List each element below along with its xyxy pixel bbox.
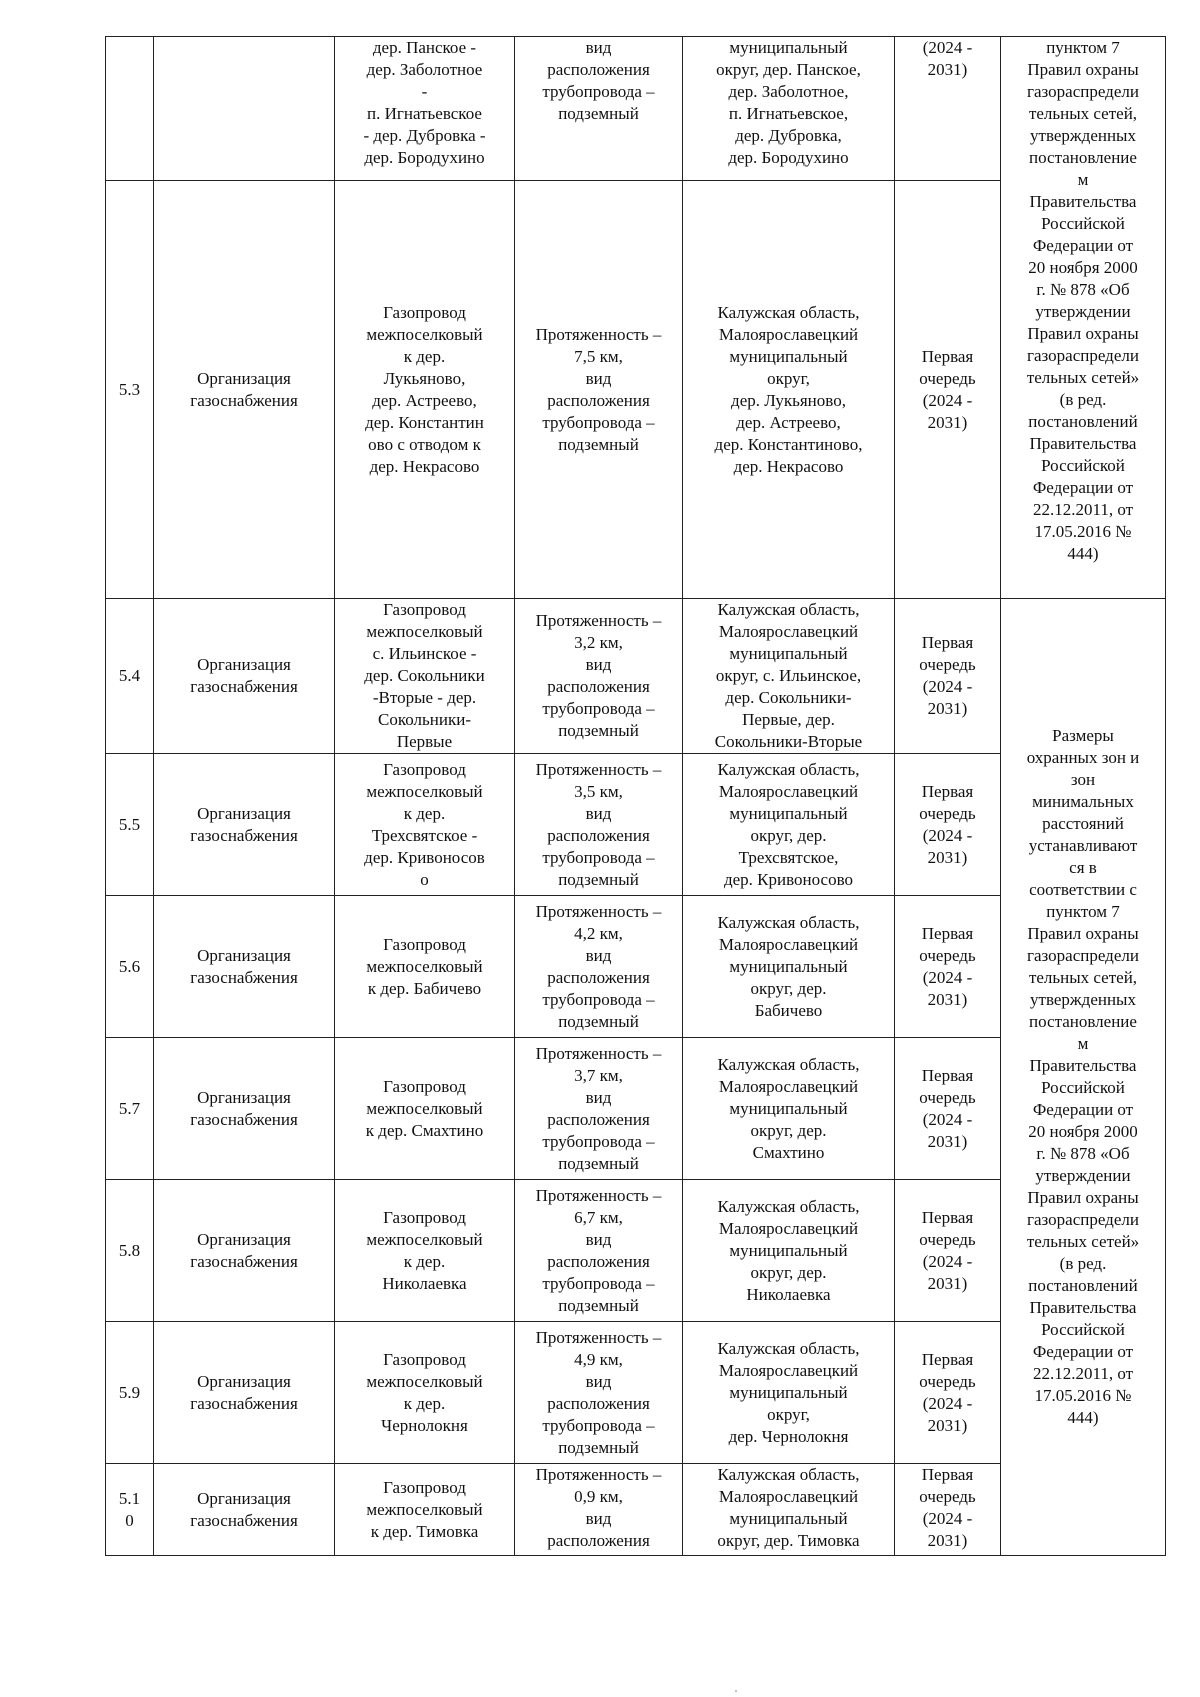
row-number-cell: 5.3 <box>106 181 154 599</box>
purpose-cell: Организация газоснабжения <box>154 896 335 1038</box>
row-number-cell: 5.4 <box>106 599 154 754</box>
object-name-cell: дер. Панское - дер. Заболотное - п. Игнатьевское - дер. Дубровка - дер. Бородухино <box>335 37 515 181</box>
parameters-cell: Протяженность – 4,9 км, вид расположения трубопровода – подземный <box>515 1322 683 1464</box>
location-cell: Калужская область, Малоярославецкий муниципальный округ, дер. Лукьяново, дер. Астреево, дер. Константиново, дер. Некрасово <box>683 181 895 599</box>
location-cell: Калужская область, Малоярославецкий муниципальный округ, дер. Трехсвятское, дер. Кривоносово <box>683 754 895 896</box>
row-number-cell: 5.9 <box>106 1322 154 1464</box>
parameters-cell: Протяженность – 3,7 км, вид расположения трубопровода – подземный <box>515 1038 683 1180</box>
row-number-cell: 5.7 <box>106 1038 154 1180</box>
object-name-cell: Газопровод межпоселковый к дер. Смахтино <box>335 1038 515 1180</box>
gas-supply-table <box>105 36 1166 1556</box>
purpose-cell <box>154 37 335 181</box>
location-cell: Калужская область, Малоярославецкий муниципальный округ, дер. Чернолокня <box>683 1322 895 1464</box>
term-cell: Первая очередь (2024 - 2031) <box>895 1180 1001 1322</box>
purpose-cell: Организация газоснабжения <box>154 181 335 599</box>
purpose-cell: Организация газоснабжения <box>154 1464 335 1556</box>
object-name-cell: Газопровод межпоселковый к дер. Лукьяново, дер. Астреево, дер. Константин ово с отводом к дер. Некрасово <box>335 181 515 599</box>
parameters-cell: Протяженность – 3,5 км, вид расположения трубопровода – подземный <box>515 754 683 896</box>
location-cell: Калужская область, Малоярославецкий муниципальный округ, дер. Тимовка <box>683 1464 895 1556</box>
parameters-cell: Протяженность – 7,5 км, вид расположения трубопровода – подземный <box>515 181 683 599</box>
scan-speck <box>735 1690 737 1692</box>
object-name-cell: Газопровод межпоселковый к дер. Николаевка <box>335 1180 515 1322</box>
object-name-cell: Газопровод межпоселковый к дер. Тимовка <box>335 1464 515 1556</box>
term-cell: Первая очередь (2024 - 2031) <box>895 1038 1001 1180</box>
term-cell: Первая очередь (2024 - 2031) <box>895 754 1001 896</box>
term-cell: Первая очередь (2024 - 2031) <box>895 896 1001 1038</box>
term-cell: Первая очередь (2024 - 2031) <box>895 181 1001 599</box>
purpose-cell: Организация газоснабжения <box>154 1180 335 1322</box>
parameters-cell: Протяженность – 4,2 км, вид расположения трубопровода – подземный <box>515 896 683 1038</box>
object-name-cell: Газопровод межпоселковый с. Ильинское - дер. Сокольники -Вторые - дер. Сокольники- Первые <box>335 599 515 754</box>
location-cell: Калужская область, Малоярославецкий муниципальный округ, дер. Смахтино <box>683 1038 895 1180</box>
term-cell: (2024 - 2031) <box>895 37 1001 181</box>
parameters-cell: Протяженность – 6,7 км, вид расположения трубопровода – подземный <box>515 1180 683 1322</box>
purpose-cell: Организация газоснабжения <box>154 1038 335 1180</box>
parameters-cell: Протяженность – 0,9 км, вид расположения <box>515 1464 683 1556</box>
purpose-cell: Организация газоснабжения <box>154 599 335 754</box>
object-name-cell: Газопровод межпоселковый к дер. Бабичево <box>335 896 515 1038</box>
row-number-cell: 5.1 0 <box>106 1464 154 1556</box>
row-number-cell: 5.8 <box>106 1180 154 1322</box>
row-number-cell: 5.6 <box>106 896 154 1038</box>
table-row <box>106 37 1166 181</box>
row-number-cell <box>106 37 154 181</box>
parameters-cell: вид расположения трубопровода – подземный <box>515 37 683 181</box>
table-row <box>106 599 1166 754</box>
location-cell: Калужская область, Малоярославецкий муниципальный округ, дер. Николаевка <box>683 1180 895 1322</box>
location-cell: Калужская область, Малоярославецкий муниципальный округ, дер. Бабичево <box>683 896 895 1038</box>
protection-zone-cell: пунктом 7 Правил охраны газораспредели тельных сетей, утвержденных постановление м Правительства Российской Федерации от 20 ноября 2000 г. № 878 «Об утверждении Правил охраны газораспредели тельных сетей» (в ред. постановлений Правительства Российской Федерации от 22.12.2011, от 17.05.2016 № 444) <box>1001 37 1166 599</box>
location-cell: муниципальный округ, дер. Панское, дер. Заболотное, п. Игнатьевское, дер. Дубровка, дер. Бородухино <box>683 37 895 181</box>
location-cell: Калужская область, Малоярославецкий муниципальный округ, с. Ильинское, дер. Сокольники- Первые, дер. Сокольники-Вторые <box>683 599 895 754</box>
protection-zone-cell: Размеры охранных зон и зон минимальных расстояний устанавливают ся в соответствии с пунктом 7 Правил охраны газораспредели тельных сетей, утвержденных постановление м Правительства Российской Федерации от 20 ноября 2000 г. № 878 «Об утверждении Правил охраны газораспредели тельных сетей» (в ред. постановлений Правительства Российской Федерации от 22.12.2011, от 17.05.2016 № 444) <box>1001 599 1166 1556</box>
term-cell: Первая очередь (2024 - 2031) <box>895 1322 1001 1464</box>
purpose-cell: Организация газоснабжения <box>154 1322 335 1464</box>
purpose-cell: Организация газоснабжения <box>154 754 335 896</box>
parameters-cell: Протяженность – 3,2 км, вид расположения трубопровода – подземный <box>515 599 683 754</box>
term-cell: Первая очередь (2024 - 2031) <box>895 599 1001 754</box>
term-cell: Первая очередь (2024 - 2031) <box>895 1464 1001 1556</box>
object-name-cell: Газопровод межпоселковый к дер. Трехсвятское - дер. Кривоносов о <box>335 754 515 896</box>
row-number-cell: 5.5 <box>106 754 154 896</box>
object-name-cell: Газопровод межпоселковый к дер. Чернолокня <box>335 1322 515 1464</box>
